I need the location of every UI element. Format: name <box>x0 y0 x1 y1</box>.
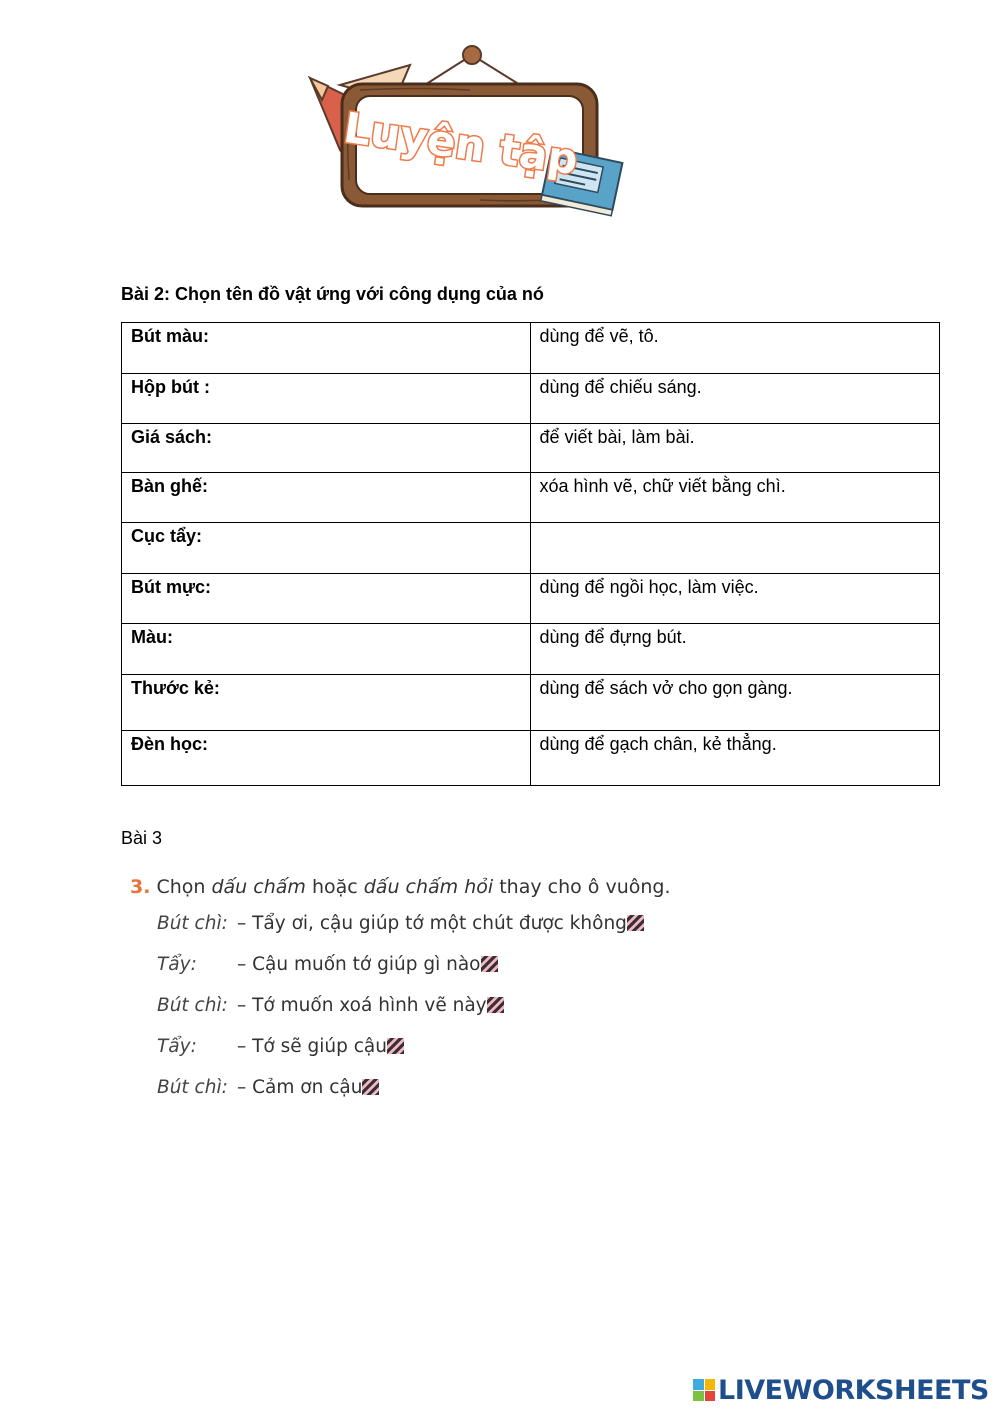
table-row <box>122 473 940 523</box>
item-cell: Cục tẩy: <box>122 523 531 574</box>
instruction-text: thay cho ô vuông. <box>493 876 671 898</box>
speech-wrap <box>237 1069 379 1107</box>
item-cell: Thước kẻ: <box>122 675 531 731</box>
item-cell: Bàn ghế: <box>122 473 531 523</box>
item-cell: Bút mực: <box>122 574 531 624</box>
speech-text: – Cảm ơn cậu <box>237 1077 363 1098</box>
logo-text: LIVEWORKSHEETS <box>718 1374 989 1406</box>
use-cell <box>530 523 940 574</box>
table-row <box>122 574 940 624</box>
speech-wrap <box>237 987 504 1025</box>
use-cell: dùng để gạch chân, kẻ thẳng. <box>530 731 940 786</box>
speech-wrap <box>237 905 644 943</box>
liveworksheets-logo <box>693 1374 989 1406</box>
speech-wrap <box>237 946 498 984</box>
luyen-tap-banner <box>300 40 645 220</box>
speaker-label: Bút chì: <box>157 913 228 934</box>
matching-table <box>121 322 940 786</box>
table-row <box>122 675 940 731</box>
table-row <box>122 424 940 473</box>
use-cell: dùng để đựng bút. <box>530 624 940 675</box>
exercise3-instruction <box>130 872 671 902</box>
banner-title: Luyện tập <box>340 102 581 185</box>
answer-blank-box[interactable] <box>481 956 498 972</box>
table-row <box>122 731 940 786</box>
item-cell: Đèn học: <box>122 731 531 786</box>
use-cell: xóa hình vẽ, chữ viết bằng chì. <box>530 473 940 523</box>
use-cell: dùng để sách vở cho gọn gàng. <box>530 675 940 731</box>
speaker-label: Tẩy: <box>157 1036 197 1057</box>
answer-blank-box[interactable] <box>362 1079 379 1095</box>
speaker-label: Bút chì: <box>157 1077 228 1098</box>
speech-text: – Tớ muốn xoá hình vẽ này <box>237 995 487 1016</box>
speech-text: – Cậu muốn tớ giúp gì nào <box>237 954 481 975</box>
exercise3-number: 3. <box>130 876 151 898</box>
speech-wrap <box>237 1028 404 1066</box>
instruction-text: hoặc <box>305 876 364 898</box>
answer-blank-box[interactable] <box>387 1038 404 1054</box>
speaker-label: Tẩy: <box>157 954 197 975</box>
use-cell: dùng để ngồi học, làm việc. <box>530 574 940 624</box>
use-cell: để viết bài, làm bài. <box>530 424 940 473</box>
exercise3-label: Bài 3 <box>121 828 163 848</box>
item-cell: Hộp bút : <box>122 374 531 424</box>
instruction-term: dấu chấm <box>211 876 306 898</box>
table-row <box>122 323 940 374</box>
answer-blank-box[interactable] <box>487 997 504 1013</box>
table-row <box>122 374 940 424</box>
dialogue-line <box>130 946 671 984</box>
speaker-label: Bút chì: <box>157 995 228 1016</box>
exercise3-box <box>130 872 671 1107</box>
instruction-term: dấu chấm hỏi <box>363 876 494 898</box>
answer-blank-box[interactable] <box>627 915 644 931</box>
table-row <box>122 624 940 675</box>
speech-text: – Tớ sẽ giúp cậu <box>237 1036 387 1057</box>
item-cell: Bút màu: <box>122 323 531 374</box>
dialogue-line <box>130 1028 671 1066</box>
item-cell: Màu: <box>122 624 531 675</box>
item-cell: Giá sách: <box>122 424 531 473</box>
table-row <box>122 523 940 574</box>
exercise2-heading: Bài 2: Chọn tên đồ vật ứng với công dụng của nó <box>121 284 544 304</box>
use-cell: dùng để chiếu sáng. <box>530 374 940 424</box>
dialogue-line <box>130 1069 671 1107</box>
liveworksheets-mark-icon <box>693 1379 715 1401</box>
dialogue-line <box>130 987 671 1025</box>
dialogue-line <box>130 905 671 943</box>
instruction-text: Chọn <box>156 876 212 898</box>
speech-text: – Tẩy ơi, cậu giúp tớ một chút được không <box>237 913 627 934</box>
dialogue-list <box>130 905 671 1107</box>
use-cell: dùng để vẽ, tô. <box>530 323 940 374</box>
